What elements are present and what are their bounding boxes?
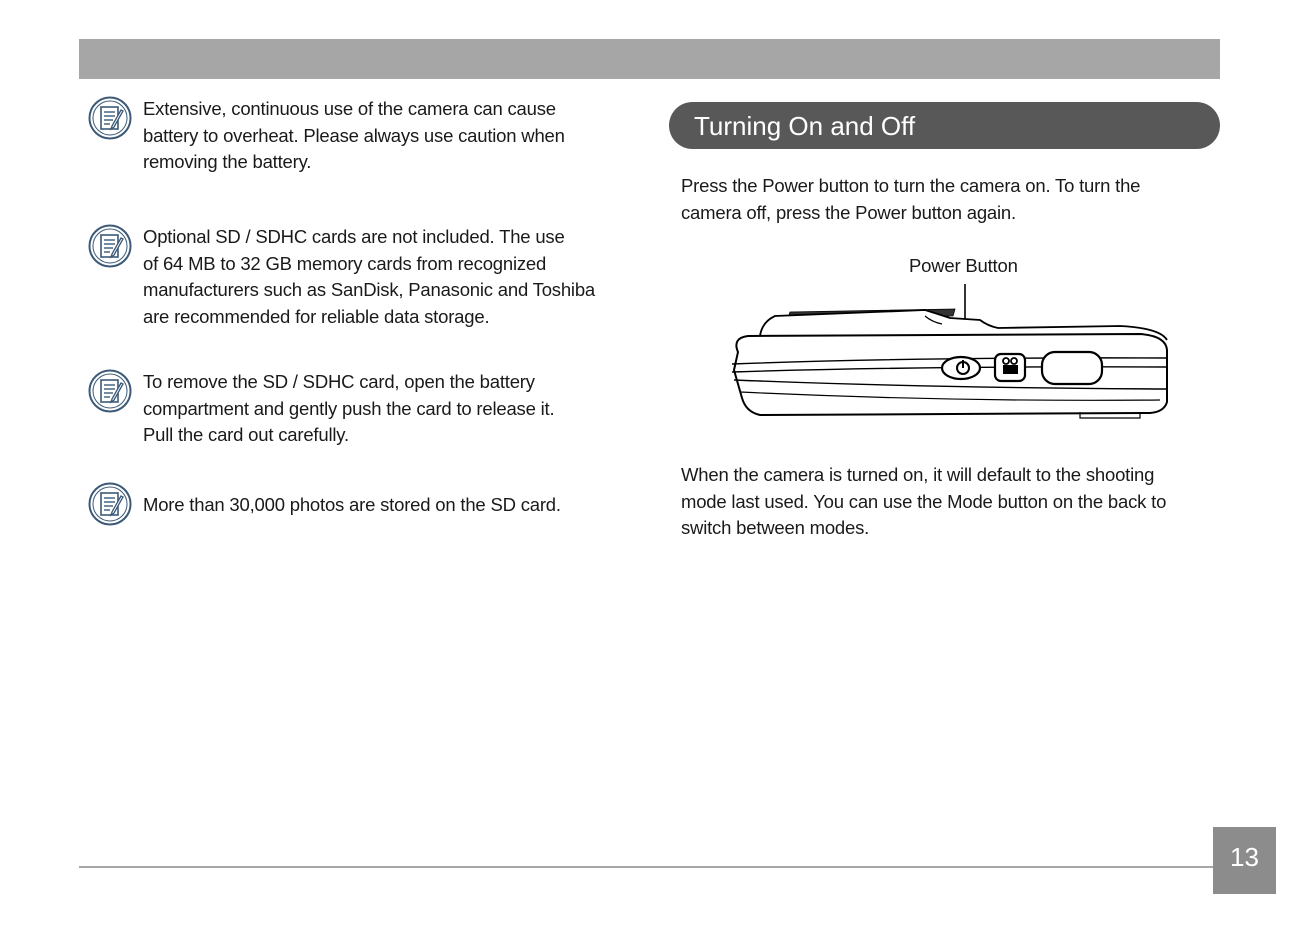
note-icon xyxy=(88,224,132,268)
section-title: Turning On and Off xyxy=(694,111,916,141)
note-text: To remove the SD / SDHC card, open the battery compartment and gently push the card to release it. Pull the card out carefully. xyxy=(143,371,555,445)
note-text: More than 30,000 photos are stored on the SD card. xyxy=(143,494,561,515)
top-bar xyxy=(79,39,1220,79)
note-icon xyxy=(88,482,132,526)
bottom-rule xyxy=(79,866,1213,868)
note-text: Extensive, continuous use of the camera can cause battery to overheat. Please always use caution when removing the battery. xyxy=(143,98,565,172)
note-text: Optional SD / SDHC cards are not included. The use of 64 MB to 32 GB memory cards from recognized manufacturers such as SanDisk, Panasonic and Toshiba are recommended for reliable data storage. xyxy=(143,226,596,327)
intro-paragraph: Press the Power button to turn the camera on. To turn the camera off, press the Power button again. xyxy=(681,175,1141,223)
note-icon xyxy=(88,96,132,140)
camera-top-view-icon xyxy=(720,252,1180,427)
section-header xyxy=(669,102,1220,149)
outro-paragraph: When the camera is turned on, it will default to the shooting mode last used. You can use the Mode button on the back to switch between modes. xyxy=(681,464,1167,538)
power-button-label: Power Button xyxy=(909,255,1018,276)
page-number: 13 xyxy=(1213,827,1276,894)
note-icon xyxy=(88,369,132,413)
camera-figure xyxy=(720,252,1180,427)
